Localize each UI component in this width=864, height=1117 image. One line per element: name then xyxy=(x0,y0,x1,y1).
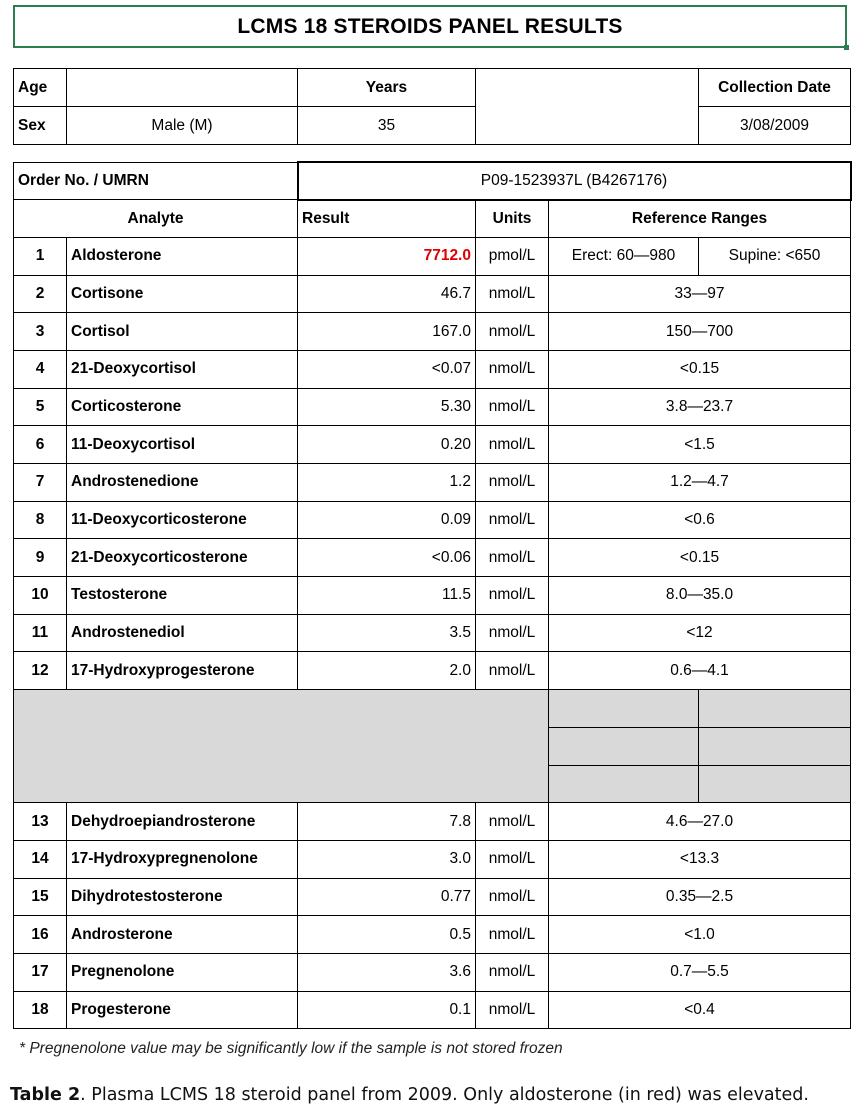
analyte-name: 21-Deoxycortisol xyxy=(67,350,298,388)
row-number: 12 xyxy=(14,652,67,690)
result-value: 0.77 xyxy=(298,878,476,916)
age-empty-cell xyxy=(67,69,298,107)
reference-supine: Supine: <650 xyxy=(699,237,851,275)
result-value: <0.06 xyxy=(298,539,476,577)
units-value: nmol/L xyxy=(476,501,549,539)
reference-range: <12 xyxy=(549,614,851,652)
reference-range: 0.35—2.5 xyxy=(549,878,851,916)
result-header: Result xyxy=(298,200,476,238)
units-value: nmol/L xyxy=(476,539,549,577)
row-number: 3 xyxy=(14,313,67,351)
row-number: 9 xyxy=(14,539,67,577)
gray-block xyxy=(14,690,549,803)
table-row xyxy=(14,426,851,464)
result-value: 11.5 xyxy=(298,577,476,615)
table-caption xyxy=(10,1085,809,1105)
reference-range: 1.2—4.7 xyxy=(549,464,851,502)
gray-cell xyxy=(549,765,699,803)
table-row xyxy=(14,840,851,878)
units-value: nmol/L xyxy=(476,803,549,841)
gray-cell xyxy=(549,690,699,728)
row-number: 16 xyxy=(14,916,67,954)
order-label: Order No. / UMRN xyxy=(14,162,298,200)
table-row xyxy=(14,313,851,351)
gray-cell xyxy=(699,765,851,803)
units-value: nmol/L xyxy=(476,953,549,991)
analyte-name: Cortisol xyxy=(67,313,298,351)
analyte-name: Cortisone xyxy=(67,275,298,313)
units-value: nmol/L xyxy=(476,426,549,464)
reference-range: <13.3 xyxy=(549,840,851,878)
result-value: 7.8 xyxy=(298,803,476,841)
table-row xyxy=(14,916,851,954)
analyte-name: 21-Deoxycorticosterone xyxy=(67,539,298,577)
analyte-name: Testosterone xyxy=(67,577,298,615)
table-row xyxy=(14,991,851,1029)
sex-value: Male (M) xyxy=(67,107,298,145)
results-table xyxy=(13,161,852,1029)
units-value: nmol/L xyxy=(476,916,549,954)
caption-text: . Plasma LCMS 18 steroid panel from 2009. Only aldosterone (in red) was elevated. xyxy=(80,1085,809,1105)
gray-cell xyxy=(699,727,851,765)
units-header: Units xyxy=(476,200,549,238)
row-number: 7 xyxy=(14,464,67,502)
units-value: nmol/L xyxy=(476,275,549,313)
reference-range: 4.6—27.0 xyxy=(549,803,851,841)
gray-spacer-row xyxy=(14,690,851,728)
row-number: 11 xyxy=(14,614,67,652)
table-row xyxy=(14,539,851,577)
analyte-name: Aldosterone xyxy=(67,237,298,275)
patient-header-table xyxy=(13,68,851,145)
reference-range: <0.15 xyxy=(549,539,851,577)
result-value: 7712.0 xyxy=(298,237,476,275)
table-row xyxy=(14,803,851,841)
caption-label: Table 2 xyxy=(10,1085,81,1105)
result-value: <0.07 xyxy=(298,350,476,388)
footnote: * Pregnenolone value may be significantly low if the sample is not stored frozen xyxy=(19,1040,563,1057)
result-value: 3.0 xyxy=(298,840,476,878)
age-label: Age xyxy=(14,69,67,107)
units-value: nmol/L xyxy=(476,614,549,652)
analyte-name: Dehydroepiandrosterone xyxy=(67,803,298,841)
row-number: 2 xyxy=(14,275,67,313)
result-value: 3.6 xyxy=(298,953,476,991)
units-value: nmol/L xyxy=(476,878,549,916)
result-value: 46.7 xyxy=(298,275,476,313)
analyte-name: Androstenediol xyxy=(67,614,298,652)
reference-range: <1.0 xyxy=(549,916,851,954)
units-value: nmol/L xyxy=(476,652,549,690)
reference-range: <0.4 xyxy=(549,991,851,1029)
sex-label: Sex xyxy=(14,107,67,145)
table-row xyxy=(14,652,851,690)
result-value: 0.09 xyxy=(298,501,476,539)
table-row xyxy=(14,953,851,991)
analyte-name: Corticosterone xyxy=(67,388,298,426)
reference-header: Reference Ranges xyxy=(549,200,851,238)
row-number: 17 xyxy=(14,953,67,991)
analyte-name: 11-Deoxycorticosterone xyxy=(67,501,298,539)
units-value: nmol/L xyxy=(476,991,549,1029)
reference-range: <0.15 xyxy=(549,350,851,388)
gray-cell xyxy=(699,690,851,728)
reference-range: 8.0—35.0 xyxy=(549,577,851,615)
result-value: 1.2 xyxy=(298,464,476,502)
table-row xyxy=(14,388,851,426)
units-value: nmol/L xyxy=(476,313,549,351)
analyte-name: 11-Deoxycortisol xyxy=(67,426,298,464)
units-value: nmol/L xyxy=(476,577,549,615)
reference-range: <0.6 xyxy=(549,501,851,539)
table-row xyxy=(14,878,851,916)
units-value: nmol/L xyxy=(476,350,549,388)
row-number: 6 xyxy=(14,426,67,464)
header-blank-cell xyxy=(476,69,699,145)
row-number: 10 xyxy=(14,577,67,615)
table-row xyxy=(14,464,851,502)
units-value: nmol/L xyxy=(476,464,549,502)
table-row xyxy=(14,350,851,388)
result-value: 2.0 xyxy=(298,652,476,690)
row-number: 8 xyxy=(14,501,67,539)
result-value: 0.5 xyxy=(298,916,476,954)
row-number: 1 xyxy=(14,237,67,275)
table-row xyxy=(14,577,851,615)
analyte-name: 17-Hydroxyprogesterone xyxy=(67,652,298,690)
reference-range: 33—97 xyxy=(549,275,851,313)
gray-cell xyxy=(549,727,699,765)
table-row xyxy=(14,275,851,313)
row-number: 4 xyxy=(14,350,67,388)
units-value: nmol/L xyxy=(476,388,549,426)
reference-erect: Erect: 60—980 xyxy=(549,237,699,275)
reference-range: 0.7—5.5 xyxy=(549,953,851,991)
analyte-name: Androsterone xyxy=(67,916,298,954)
order-value: P09-1523937L (B4267176) xyxy=(298,162,851,200)
result-value: 0.1 xyxy=(298,991,476,1029)
reference-range: 0.6—4.1 xyxy=(549,652,851,690)
row-number: 18 xyxy=(14,991,67,1029)
units-value: nmol/L xyxy=(476,840,549,878)
title-text: LCMS 18 STEROIDS PANEL RESULTS xyxy=(237,14,623,38)
reference-range: <1.5 xyxy=(549,426,851,464)
years-label: Years xyxy=(298,69,476,107)
result-value: 3.5 xyxy=(298,614,476,652)
row-number: 5 xyxy=(14,388,67,426)
reference-range: 3.8—23.7 xyxy=(549,388,851,426)
analyte-header: Analyte xyxy=(14,200,298,238)
analyte-name: Pregnenolone xyxy=(67,953,298,991)
result-value: 167.0 xyxy=(298,313,476,351)
analyte-name: Progesterone xyxy=(67,991,298,1029)
result-value: 0.20 xyxy=(298,426,476,464)
collection-date-value: 3/08/2009 xyxy=(699,107,851,145)
table-row xyxy=(14,501,851,539)
table-row xyxy=(14,614,851,652)
row-number: 14 xyxy=(14,840,67,878)
reference-range: 150—700 xyxy=(549,313,851,351)
collection-date-label: Collection Date xyxy=(699,69,851,107)
analyte-name: Androstenedione xyxy=(67,464,298,502)
result-value: 5.30 xyxy=(298,388,476,426)
page-title xyxy=(13,5,847,48)
age-value: 35 xyxy=(298,107,476,145)
row-number: 15 xyxy=(14,878,67,916)
row-number: 13 xyxy=(14,803,67,841)
table-row xyxy=(14,237,851,275)
units-value: pmol/L xyxy=(476,237,549,275)
analyte-name: Dihydrotestosterone xyxy=(67,878,298,916)
analyte-name: 17-Hydroxypregnenolone xyxy=(67,840,298,878)
